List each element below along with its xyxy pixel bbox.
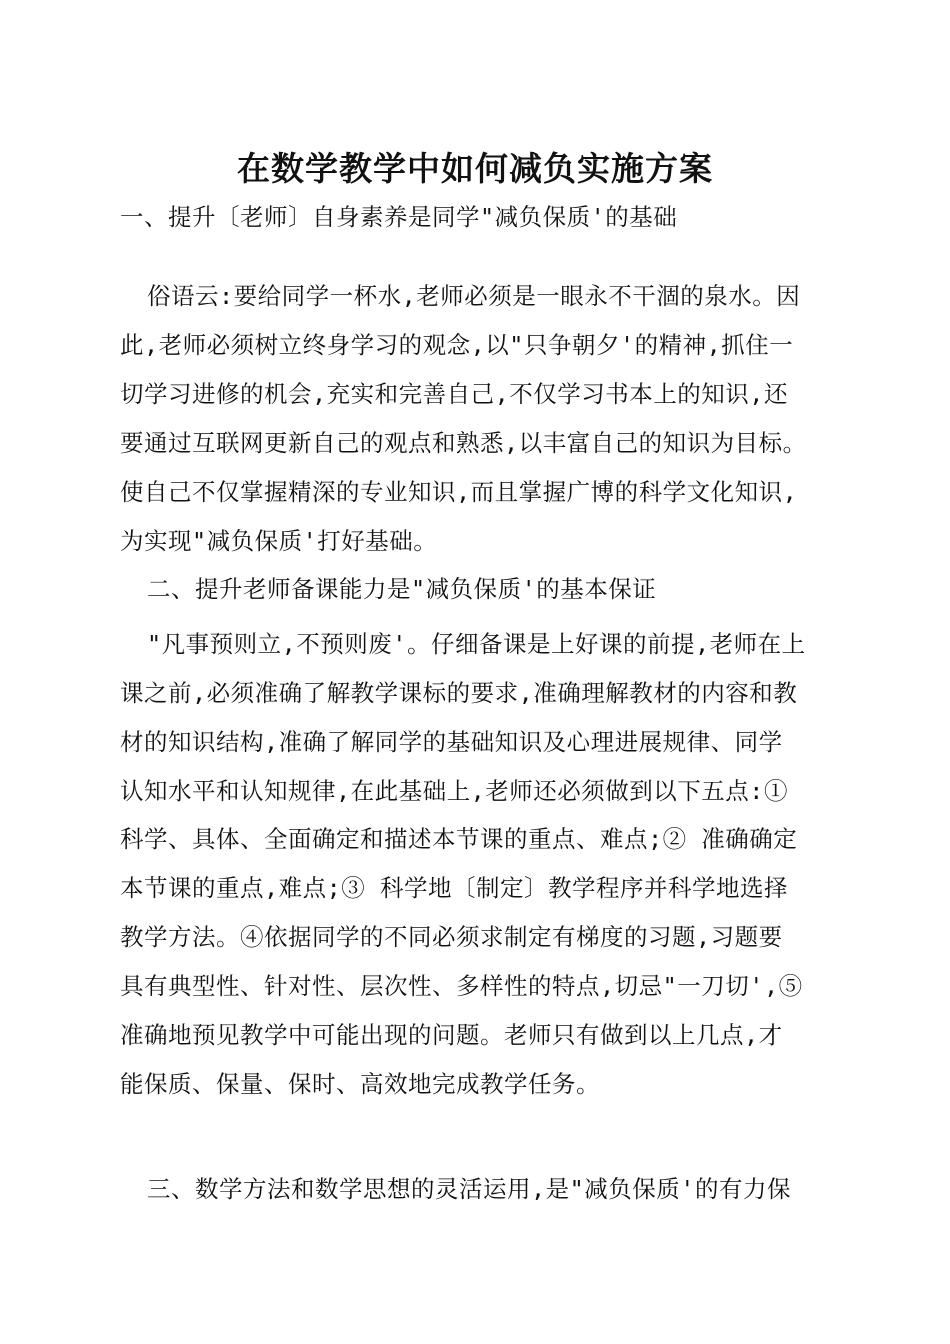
paragraph-line: 课之前,必须准确了解教学课标的要求,准确理解教材的内容和教 <box>120 679 798 707</box>
paragraph-line: 教学方法。④依据同学的不同必须求制定有梯度的习题,习题要 <box>120 923 783 951</box>
paragraph-line: 为实现"减负保质'打好基础。 <box>120 527 438 555</box>
section-heading-1: 一、提升〔老师〕自身素养是同学"减负保质'的基础 <box>120 203 678 231</box>
paragraph-line: 科学、具体、全面确定和描述本节课的重点、难点;② 准确确定 <box>120 825 798 853</box>
paragraph-line: 要通过互联网更新自己的观点和熟悉,以丰富自己的知识为目标。 <box>120 429 807 457</box>
paragraph-line: "凡事预则立,不预则废'。仔细备课是上好课的前提,老师在上 <box>147 630 806 658</box>
paragraph-line: 认知水平和认知规律,在此基础上,老师还必须做到以下五点:① <box>120 777 788 805</box>
paragraph-line: 能保质、保量、保时、高效地完成教学任务。 <box>120 1070 600 1098</box>
section-heading-2: 二、提升老师备课能力是"减负保质'的基本保证 <box>147 575 657 603</box>
section-heading-3: 三、数学方法和数学思想的灵活运用,是"减负保质'的有力保 <box>147 1175 791 1203</box>
paragraph-line: 材的知识结构,准确了解同学的基础知识及心理进展规律、同学 <box>120 728 783 756</box>
paragraph-line: 切学习进修的机会,充实和完善自己,不仅学习书本上的知识,还 <box>120 380 788 408</box>
document-title: 在数学教学中如何减负实施方案 <box>237 149 713 188</box>
paragraph-line: 此,老师必须树立终身学习的观念,以"只争朝夕'的精神,抓住一 <box>120 331 794 359</box>
paragraph-line: 俗语云:要给同学一杯水,老师必须是一眼永不干涸的泉水。因 <box>147 282 801 310</box>
paragraph-line: 准确地预见教学中可能出现的问题。老师只有做到以上几点,才 <box>120 1021 783 1049</box>
paragraph-line: 具有典型性、针对性、层次性、多样性的特点,切忌"一刀切',⑤ <box>120 972 803 1000</box>
paragraph-line: 使自己不仅掌握精深的专业知识,而且掌握广博的科学文化知识, <box>120 478 798 506</box>
paragraph-line: 本节课的重点,难点;③ 科学地〔制定〕教学程序并科学地选择 <box>120 874 788 902</box>
